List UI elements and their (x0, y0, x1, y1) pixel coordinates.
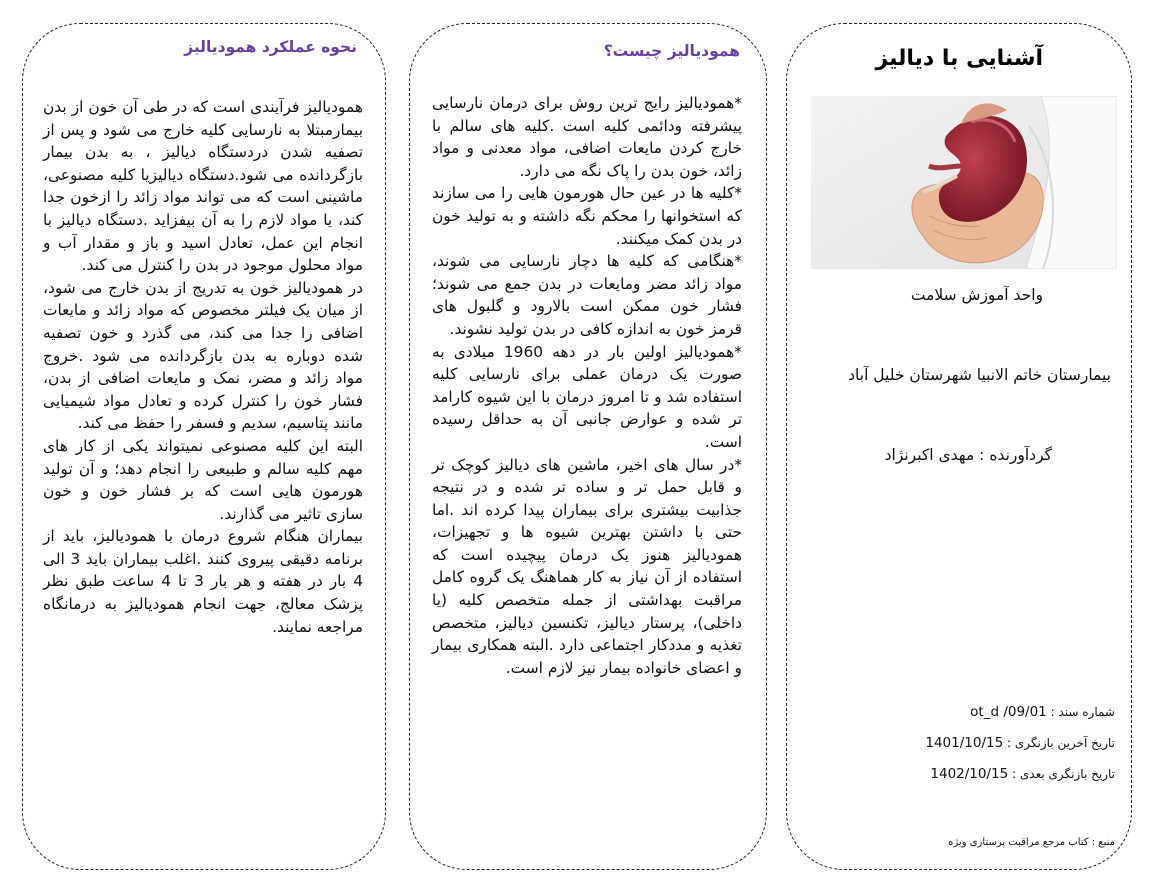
next-review-label: تاریخ بازنگری بعدی : (1012, 767, 1115, 781)
paragraph: *همودیالیز رایج ترین روش برای درمان نارسایی پیشرفته ودائمی کلیه است .کلیه های سالم با خارج کردن مایعات اضافی، مواد معدنی و مواد زائد، خون بدن را پاک نگه می دارد. (432, 94, 742, 180)
compiler-name: گردآورنده : مهدی اکبرنژاد (884, 446, 1052, 464)
section-heading: نحوه عملکرد همودیالیز (184, 38, 357, 56)
last-review-value: 1401/10/15 (925, 735, 1004, 751)
paragraph: البته این کلیه مصنوعی نمیتواند یکی از کار های مهم کلیه سالم و طبیعی را انجام دهد؛ و آن تولید هورمون هایی است که بر فشار خون و خون سازی تاثیر می گذارند. (43, 436, 363, 523)
next-review-value: 1402/10/15 (930, 766, 1009, 782)
panel-how-it-works (22, 23, 386, 870)
source-label: منبع : (1091, 837, 1115, 848)
paragraph: *کلیه ها در عین حال هورمون هایی را می سازند که استخوانها را محکم نگه داشته و به تولید خون در بدن کمک میکنند. (432, 184, 742, 248)
section-heading: همودیالیز چیست؟ (603, 42, 740, 60)
doc-number (970, 704, 1115, 720)
paragraph: در همودیالیز خون به تدریج از بدن خارج می شود، از میان یک فیلتر مخصوص که مواد زائد و مایعات اضافی را جدا می کند، می گذرد و خون تصفیه شده دوباره به بدن بازگردانده می شود .خروج مواد زائد و مضر، نمک و مایعات اضافی از بدن، فشار خون را کنترل کرده و تعادل مواد شیمیایی مانند پتاسیم، سدیم و فسفر را حفظ می کند. (43, 278, 363, 433)
cover-title: آشنایی با دیالیز (875, 46, 1043, 71)
last-review-date (925, 735, 1115, 751)
panel-cover (786, 23, 1132, 870)
health-education-unit: واحد آموزش سلامت (910, 286, 1043, 304)
last-review-label: تاریخ آخرین بازنگری : (1007, 736, 1115, 750)
paragraph: *هنگامی که کلیه ها دچار نارسایی می شوند، مواد زائد مضر ومایعات در بدن جمع می شوند؛ فشار خون ممکن است بالارود و گلبول های قرمز خون به اندازه کافی در بدن تولید نشوند. (432, 252, 742, 338)
doc-number-label: شماره سند : (1050, 705, 1115, 719)
source-reference (948, 837, 1115, 848)
paragraph: *در سال های اخیر، ماشین های دیالیز کوچک تر و قابل حمل تر و ساده تر شده و در نتیجه جذابیت بیشتری برای بیماران پیدا کرده اند .اما حتی با داشتن بهترین شیوه ها و تجهیزات، همودیالیز هنوز یک درمان پیچیده است که استفاده از آن نیاز به کار هماهنگ یک گروه کامل مراقبت بهداشتی از جمله متخصص کلیه (یا داخلی)، پرستار دیالیز، تکنسین دیالیز، متخصص تغذیه و مددکار اجتماعی دارد .البته همکاری بیمار و اعضای خانواده بیمار نیز لازم است. (432, 455, 742, 677)
paragraph: بیماران هنگام شروع درمان با همودیالیز، باید از برنامه دقیقی پیروی کنند .اغلب بیماران باید 3 الی 4 بار در هفته و هر بار 3 تا 4 ساعت طبق نظر پزشک معالج، جهت انجام همودیالیز به درمانگاه مراجعه نمایند. (43, 527, 364, 636)
section-body (43, 96, 363, 638)
next-review-date (930, 766, 1115, 782)
doc-number-value: ot_d /09/01 (970, 704, 1047, 720)
paragraph: همودیالیز فرآیندی است که در طی آن خون از بدن بیمارمبتلا به نارسایی کلیه خارج می شود و پس از تصفیه شدن دردستگاه دیالیز ، به بدن بیمار بازگردانده می شود.دستگاه دیالیزیا کلیه مصنوعی، ماشینی است که می تواند مواد زائد را ازخون جدا کند، یا مواد لازم را به آن بیفزاید .دستگاه دیالیز با انجام این عمل، تعادل اسید و باز و مقدار آب و مواد محلول موجود در بدن را کنترل می کند. (43, 98, 363, 275)
source-value: کتاب مرجع مراقبت پرستاری ویژه (948, 837, 1089, 848)
panel-what-is-hemodialysis (409, 23, 767, 870)
hospital-name: بیمارستان خاتم الانبیا شهرستان خلیل آباد (848, 366, 1111, 384)
section-body (432, 92, 742, 679)
paragraph: *همودیالیز اولین بار در دهه 1960 میلادی به صورت یک درمان عملی برای نارسایی کلیه استفاده شد و تا امروز درمان با این شیوه کارامد تر شده و عوارض جانبی آن به حداقل رسیده است. (432, 342, 742, 451)
kidney-in-hand-image (811, 96, 1117, 269)
